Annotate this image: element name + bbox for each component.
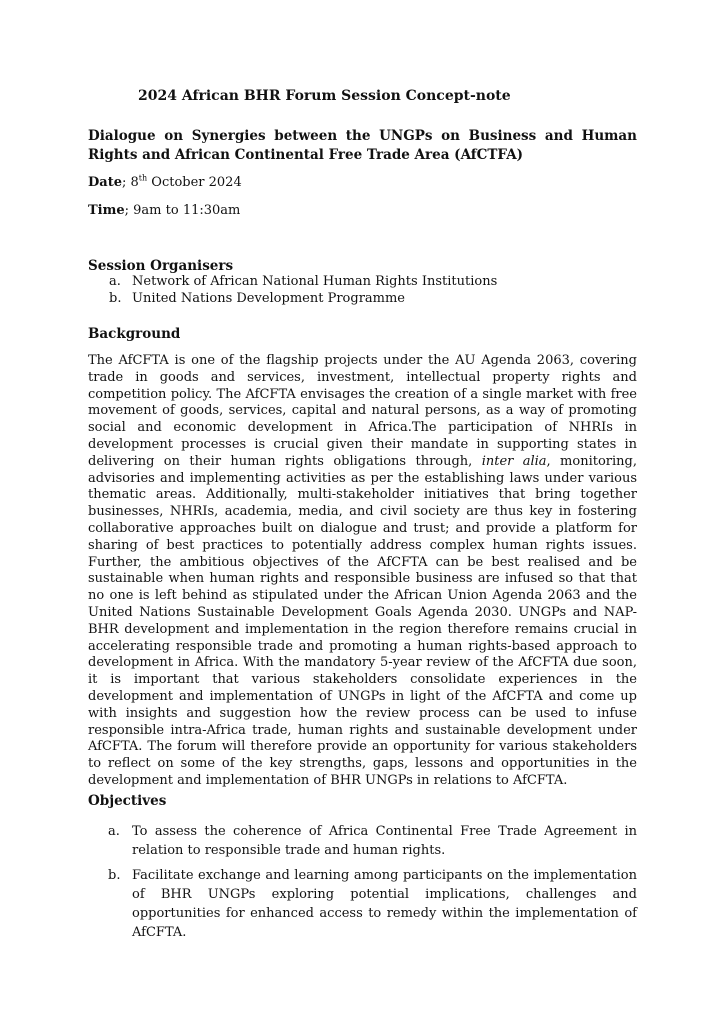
- date-rest: October 2024: [147, 175, 242, 190]
- list-marker: a.: [108, 824, 120, 839]
- list-marker: b.: [109, 291, 122, 306]
- list-marker: a.: [109, 274, 121, 289]
- document-heading: 2024 African BHR Forum Session Concept-note: [138, 88, 511, 104]
- date-suffix: th: [138, 173, 148, 183]
- list-item: [108, 866, 637, 942]
- date-separator: ;: [121, 175, 131, 190]
- date-label: Date: [88, 175, 122, 190]
- list-item: [108, 822, 637, 860]
- list-item-text: To assess the coherence of Africa Continental Free Trade Agreement in relation to responsible trade and human rights.: [132, 824, 637, 858]
- organisers-heading: Session Organisers: [88, 258, 234, 274]
- background-heading: Background: [88, 326, 181, 342]
- background-text-part-1: The AfCFTA is one of the flagship projects under the AU Agenda 2063, covering trade in goods and services, investment, intellectual property rights and competition policy. The AfCFTA envisages the creation of a single market with free movement of goods, services, capital and natural persons, as a way of promoting social and economic development in Africa.The participation of NHRIs in development processes is crucial given their mandate in supporting states in delivering on their human rights obligations through,: [88, 353, 637, 469]
- background-text-part-2: , monitoring, advisories and implementing activities as per the establishing laws under various thematic areas. Additionally, multi-stakeholder initiatives that bring together businesses, NHRIs, academia, media, and civil society are thus key in fostering collaborative approaches built on dialogue and trust; and provide a platform for sharing of best practices to potentially address complex human rights issues. Further, the ambitious objectives of the AfCFTA can be best realised and be sustainable when human rights and responsible business are infused so that that no one is left behind as stipulated under the African Union Agenda 2063 and the United Nations Sustainable Development Goals Agenda 2030. UNGPs and NAP-BHR development and implementation in the region therefore remains crucial in accelerating responsible trade and promoting a human rights-based approach to development in Africa. With the mandatory 5-year review of the AfCFTA due soon, it is important that various stakeholders consolidate experiences in the development and implementation of UNGPs in light of the AfCFTA and come up with insights and suggestion how the review process can be used to infuse responsible intra-Africa trade, human rights and sustainable development under AfCFTA. The forum will therefore provide an opportunity for various stakeholders to reflect on some of the key strengths, gaps, lessons and opportunities in the development and implementation of BHR UNGPs in relations to AfCFTA.: [88, 453, 637, 788]
- background-paragraph: [88, 353, 637, 790]
- list-item-text: Facilitate exchange and learning among participants on the implementation of BHR UNGPs exploring potential implications, challenges and opportunities for enhanced access to remedy within the implementation of AfCFTA.: [132, 868, 637, 940]
- list-item: [109, 290, 497, 307]
- time-value: ; 9am to 11:30am: [124, 203, 241, 218]
- list-item-text: United Nations Development Programme: [132, 291, 405, 306]
- session-title: Dialogue on Synergies between the UNGPs on Business and Human Rights and African Continental Free Trade Area (AfCTFA): [88, 128, 637, 163]
- organisers-list: [109, 273, 497, 307]
- objectives-list: [108, 822, 637, 948]
- list-item-text: Network of African National Human Rights Institutions: [132, 274, 498, 289]
- objectives-heading: Objectives: [88, 793, 167, 809]
- list-marker: b.: [108, 868, 121, 883]
- date-day: 8: [130, 175, 139, 190]
- time-label: Time: [88, 203, 125, 218]
- session-date: [88, 175, 637, 190]
- session-time: [88, 203, 637, 218]
- background-italic-phrase: inter alia: [481, 453, 547, 469]
- list-item: [109, 273, 497, 290]
